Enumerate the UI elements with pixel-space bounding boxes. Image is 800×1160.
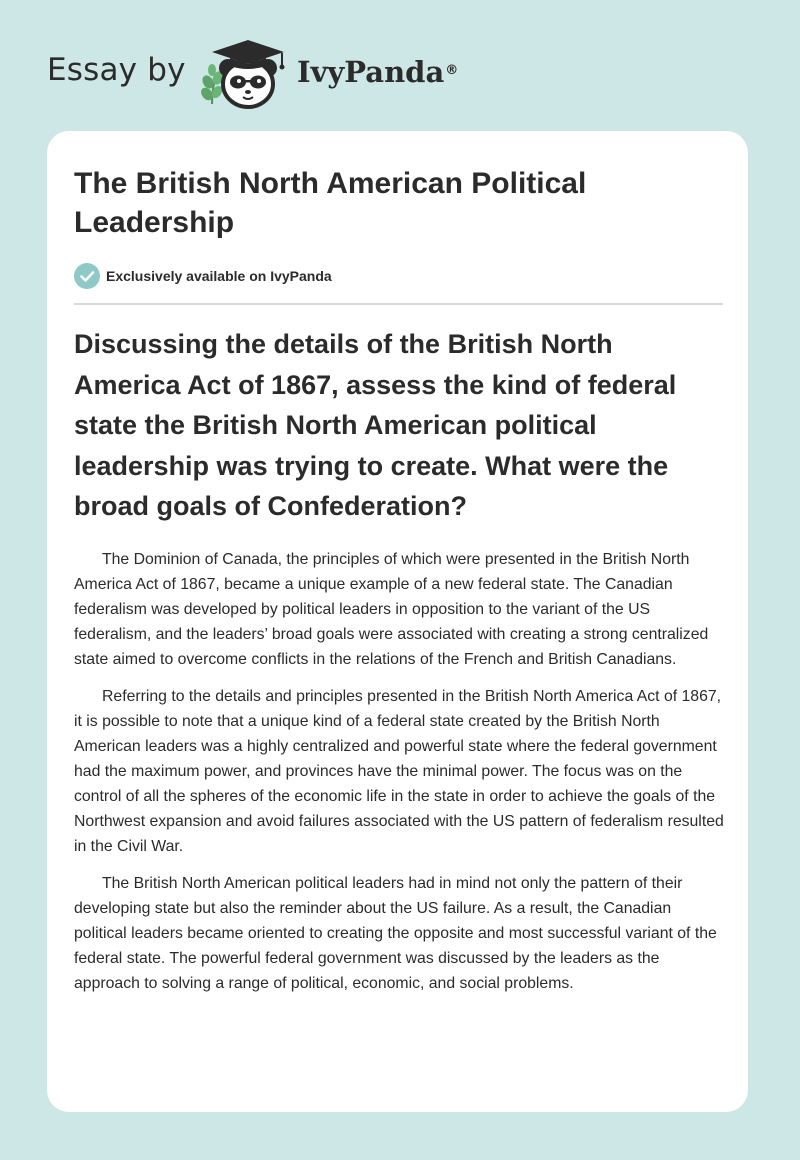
panda-graduate-logo-icon[interactable] [198, 32, 294, 112]
body-paragraph: The British North American political leaders had in mind not only the pattern of their developing state but also the reminder about the US failure. As a result, the Canadian political leaders became oriented to creating the opposite and most successful variant of the federal state. The powerful federal government was discussed by the leaders as the approach to solving a range of political, economic, and social problems. [74, 875, 717, 992]
divider [74, 303, 723, 305]
exclusive-badge [74, 263, 332, 289]
brand-name[interactable] [297, 52, 458, 92]
exclusive-badge-label: Exclusively available on IvyPanda [106, 268, 332, 284]
registered-mark: ® [445, 63, 459, 78]
essay-by-label: Essay by [47, 52, 186, 88]
brand-name-text: IvyPanda [297, 55, 445, 89]
essay-body [74, 547, 726, 1008]
essay-title: The British North American Political Leadership [74, 167, 587, 239]
site-header [0, 0, 800, 130]
body-paragraph: Referring to the details and principles presented in the British North America Act of 1867, it is possible to note that a unique kind of a federal state created by the British North American leaders was a highly centralized and powerful state where the federal government had the maximum power, and provinces have the minimal power. The focus was on the control of all the spheres of the economic life in the state in order to achieve the goals of the Northwest expansion and avoid failures associated with the US pattern of federalism resulted in the Civil War. [74, 688, 724, 855]
essay-question: Discussing the details of the British North America Act of 1867, assess the kind of federal state the British North American political leadership was trying to create. What were the broad goals of Confederation? [74, 329, 677, 521]
body-paragraph: The Dominion of Canada, the principles of which were presented in the British North America Act of 1867, became a unique example of a new federal state. The Canadian federalism was developed by political leaders in opposition to the variant of the US federalism, and the leaders’ broad goals were associated with creating a strong centralized state aimed to overcome conflicts in the relations of the French and British Canadians. [74, 551, 709, 668]
checkmark-circle-icon [74, 263, 100, 289]
essay-card [47, 131, 748, 1112]
